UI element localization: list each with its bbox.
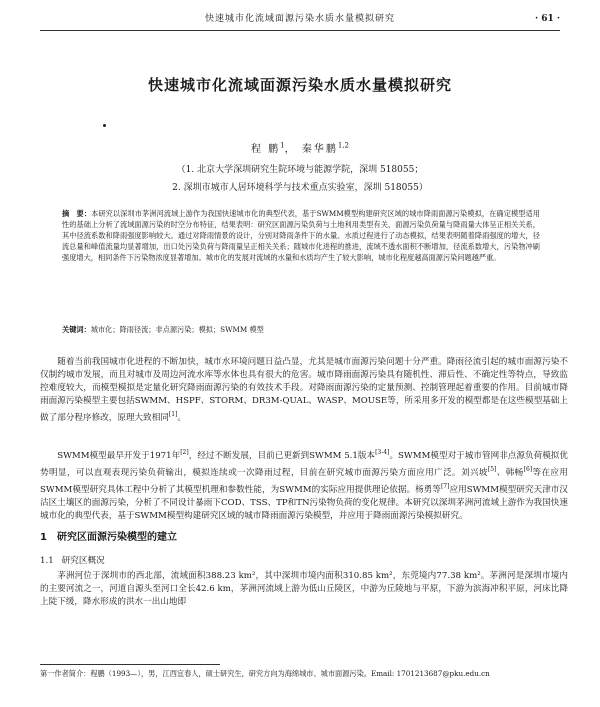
abstract — [62, 208, 540, 263]
body-paragraph-2 — [40, 446, 568, 523]
paragraph-text: 、韩畅 — [496, 467, 524, 478]
author-affil-sup: 1,2 — [337, 141, 349, 150]
author-name: 秦华鹏 — [301, 144, 338, 155]
paragraph-text: 。SWMM模型对于城市管网非点源负荷模拟优势明显，可以直观表现污染负荷输出，模拟连续或一次降雨过程，目前在研究城市面源污染方面应用广泛。刘兴坡 — [40, 450, 568, 478]
decorative-dot — [103, 124, 106, 127]
keywords-text: 城市化；降雨径流；非点源污染；模拟；SWMM 模型 — [90, 325, 264, 334]
subsection-heading — [40, 554, 105, 566]
paragraph-text: 应用SWMM模型研究天津市汉沽区土壤区的面源污染，分析了不同设计暴雨下COD、TSS、TP和TN污染物负荷的变化规律。本研究以深圳茅洲河流域上游作为我国快速城市化的典型代表，基于SWMM模型构建研究区域的城市降雨面源污染模型，并应用于降雨面源污染模拟研究。 — [40, 484, 568, 521]
affiliation-1: （1. 北京大学深圳研究生院环境与能源学院，深圳 518055； — [176, 165, 424, 175]
footnote: 第一作者简介：程鹏（1993—），男，江西宜春人，硕士研究生，研究方向为海绵城市、城市面源污染。Email: 1701213687@pku.edu.cn — [40, 669, 490, 678]
section-heading: 1 研究区面源污染模型的建立 — [40, 532, 177, 543]
citation-ref: [2] — [180, 449, 189, 456]
paragraph-text: 。 — [177, 412, 187, 423]
keywords — [62, 324, 540, 335]
paper-title: 快速城市化流域面源污染水质水量模拟研究 — [147, 76, 452, 94]
author-name: 程 鹏 — [251, 144, 281, 155]
abstract-text: 本研究以深圳市茅洲河流域上游作为我国快速城市化的典型代表，基于SWMM模型构建研究区域的城市降雨面源污染模拟，在确定模型适用性的基础上分析了流域面源污染的时空分布特征，结果表明：研究区面源污染负荷与土地利用类型有关，面源污染负荷量与降雨量大体呈正相关关系，其中径流系数和降雨强度影响较大。通过对降雨情景的设计，分别对降雨条件下的水量、水质过程进行了动态模拟，结果表明随着降雨强度的增大，径流总量和峰值流量均显著增加，出口处污染负荷与降雨量呈正相关关系；随城市化进程的推进，流域不透水面积不断增加，径流系数增大，污染物冲刷强度增大，相同条件下污染物浓度显著增加。城市化的发展对流域的水量和水质均产生了较大影响，城市化程度越高面源污染问题越严重。 — [62, 209, 540, 262]
keywords-label: 关键词： — [62, 325, 91, 334]
affiliation-2: 2. 深圳市城市人居环境科学与技术重点实验室，深圳 518055） — [172, 183, 428, 193]
body-paragraph-3: 茅洲河位于深圳市的西北部，流域面积388.23 km²，其中深圳市境内面积310.85 km²，东莞境内77.38 km²。茅洲河是深圳市境内的主要河流之一，河道自源头至河口全长42.6 km，茅洲河流域上游为低山丘陵区，中游为丘陵地与平原，下游为滨海冲积平原，河床比降上陡下缓，降水形成的洪水一出山地即 — [40, 571, 568, 607]
paragraph-text: 等在应用SWMM模型研究具体工程中分析了其模型机理和参数性能，为SWMM的实际应用提供理论依据。杨勇等 — [40, 467, 568, 495]
paragraph-text: SWMM模型最早开发于1971年 — [57, 450, 181, 461]
author-affil-sup: 1 — [280, 141, 285, 150]
running-head — [40, 12, 560, 31]
citation-ref: [7] — [440, 482, 450, 490]
subsection-number: 1.1 — [40, 556, 54, 566]
page-number: · 61 · — [534, 14, 560, 24]
citation-ref: [6] — [523, 465, 533, 473]
author-line: 程 鹏$^1$， 秦华鹏$^{1,2}$ — [251, 141, 349, 155]
subsection-title: 研究区概况 — [61, 556, 105, 566]
running-head-title: 快速城市化流域面源污染水质水量模拟研究 — [204, 14, 395, 24]
footnote-divider — [40, 664, 220, 665]
citation-ref: [3-4] — [375, 449, 390, 456]
paragraph-text: 随着当前我国城市化进程的不断加快，城市水环境问题日益凸显，尤其是城市面源污染问题十分严重。降雨径流引起的城市面源污染不仅制约城市发展，而且对城市及周边河流水库等水体也具有很大的危害。城市降雨面源污染具有随机性、滞后性、不确定性等特点，导致监控难度较大，而模型模拟是定量化研究降雨面源污染的有效技术手段。对降雨面源污染的定量预测、控制管理起着重要的作用。目前城市降雨面源污染模型主要包括SWMM、HSPF、STORM、DR3M-QUAL、WASP、MOUSE等，所采用多开发的模型都是在这些模型基础上做了部分程序修改，原理大致相同 — [40, 357, 568, 423]
body-paragraph-1 — [40, 356, 568, 425]
abstract-label: 摘 要： — [62, 209, 92, 218]
paragraph-text: ，经过不断发展，目前已更新到SWMM 5.1版本 — [188, 450, 376, 461]
citation-ref: [1] — [168, 411, 178, 418]
citation-ref: [5] — [487, 465, 497, 473]
